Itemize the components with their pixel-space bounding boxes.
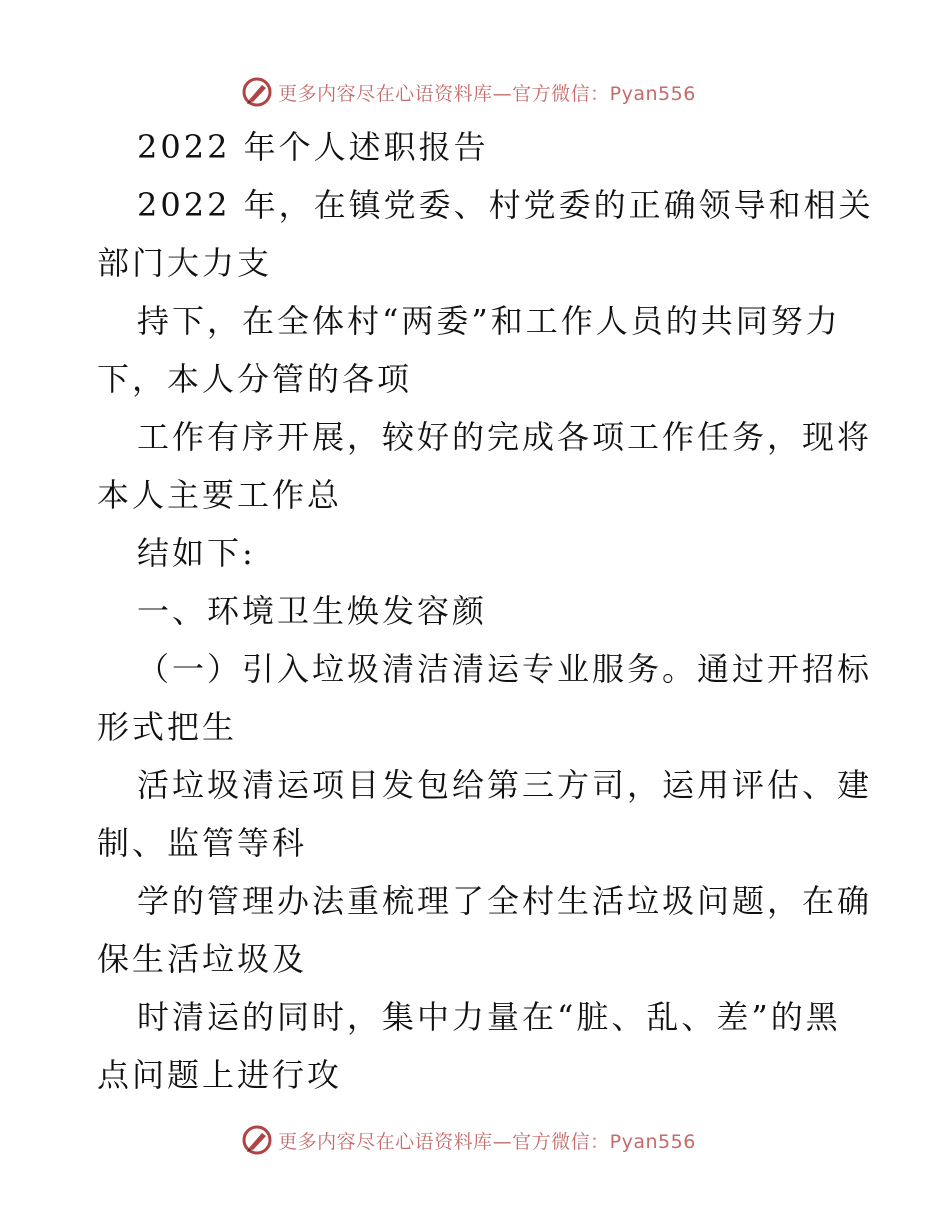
paragraph-line: 活垃圾清运项目发包给第三方司，运用评估、建 — [137, 766, 873, 804]
watermark-text: 更多内容尽在心语资料库—官方微信：Pyan556 — [278, 82, 696, 105]
paragraph-line: 形式把生 — [97, 708, 238, 746]
paragraph-line: 学的管理办法重梳理了全村生活垃圾问题，在确 — [137, 882, 873, 920]
paragraph-line: 工作有序开展，较好的完成各项工作任务，现将 — [137, 418, 873, 456]
section-heading: 一、环境卫生焕发容颜 — [137, 592, 488, 630]
pen-circle-logo-icon — [240, 1123, 274, 1157]
document-title: 2022 年个人述职报告 — [137, 128, 489, 166]
paragraph-line: 保生活垃圾及 — [97, 940, 308, 978]
paragraph-line: 部门大力支 — [97, 244, 273, 282]
paragraph-line: 时清运的同时，集中力量在“脏、乱、差”的黑 — [137, 998, 841, 1036]
paragraph-line: 本人主要工作总 — [97, 476, 343, 514]
footer-watermark — [0, 1120, 950, 1160]
paragraph-line: 下，本人分管的各项 — [97, 360, 413, 398]
pen-circle-logo-icon — [240, 75, 274, 109]
watermark-text: 更多内容尽在心语资料库—官方微信：Pyan556 — [278, 1130, 696, 1153]
paragraph-line: 2022 年，在镇党委、村党委的正确领导和相关 — [137, 186, 874, 224]
header-watermark — [0, 72, 950, 112]
paragraph-line: 结如下: — [137, 534, 256, 572]
paragraph-line: 持下，在全体村“两委”和工作人员的共同努力 — [137, 302, 841, 340]
paragraph-line: 点问题上进行攻 — [97, 1056, 343, 1094]
paragraph-line: 制、监管等科 — [97, 824, 308, 862]
document-body — [97, 118, 874, 1104]
subsection-heading: （一）引入垃圾清洁清运专业服务。通过开招标 — [137, 650, 873, 688]
